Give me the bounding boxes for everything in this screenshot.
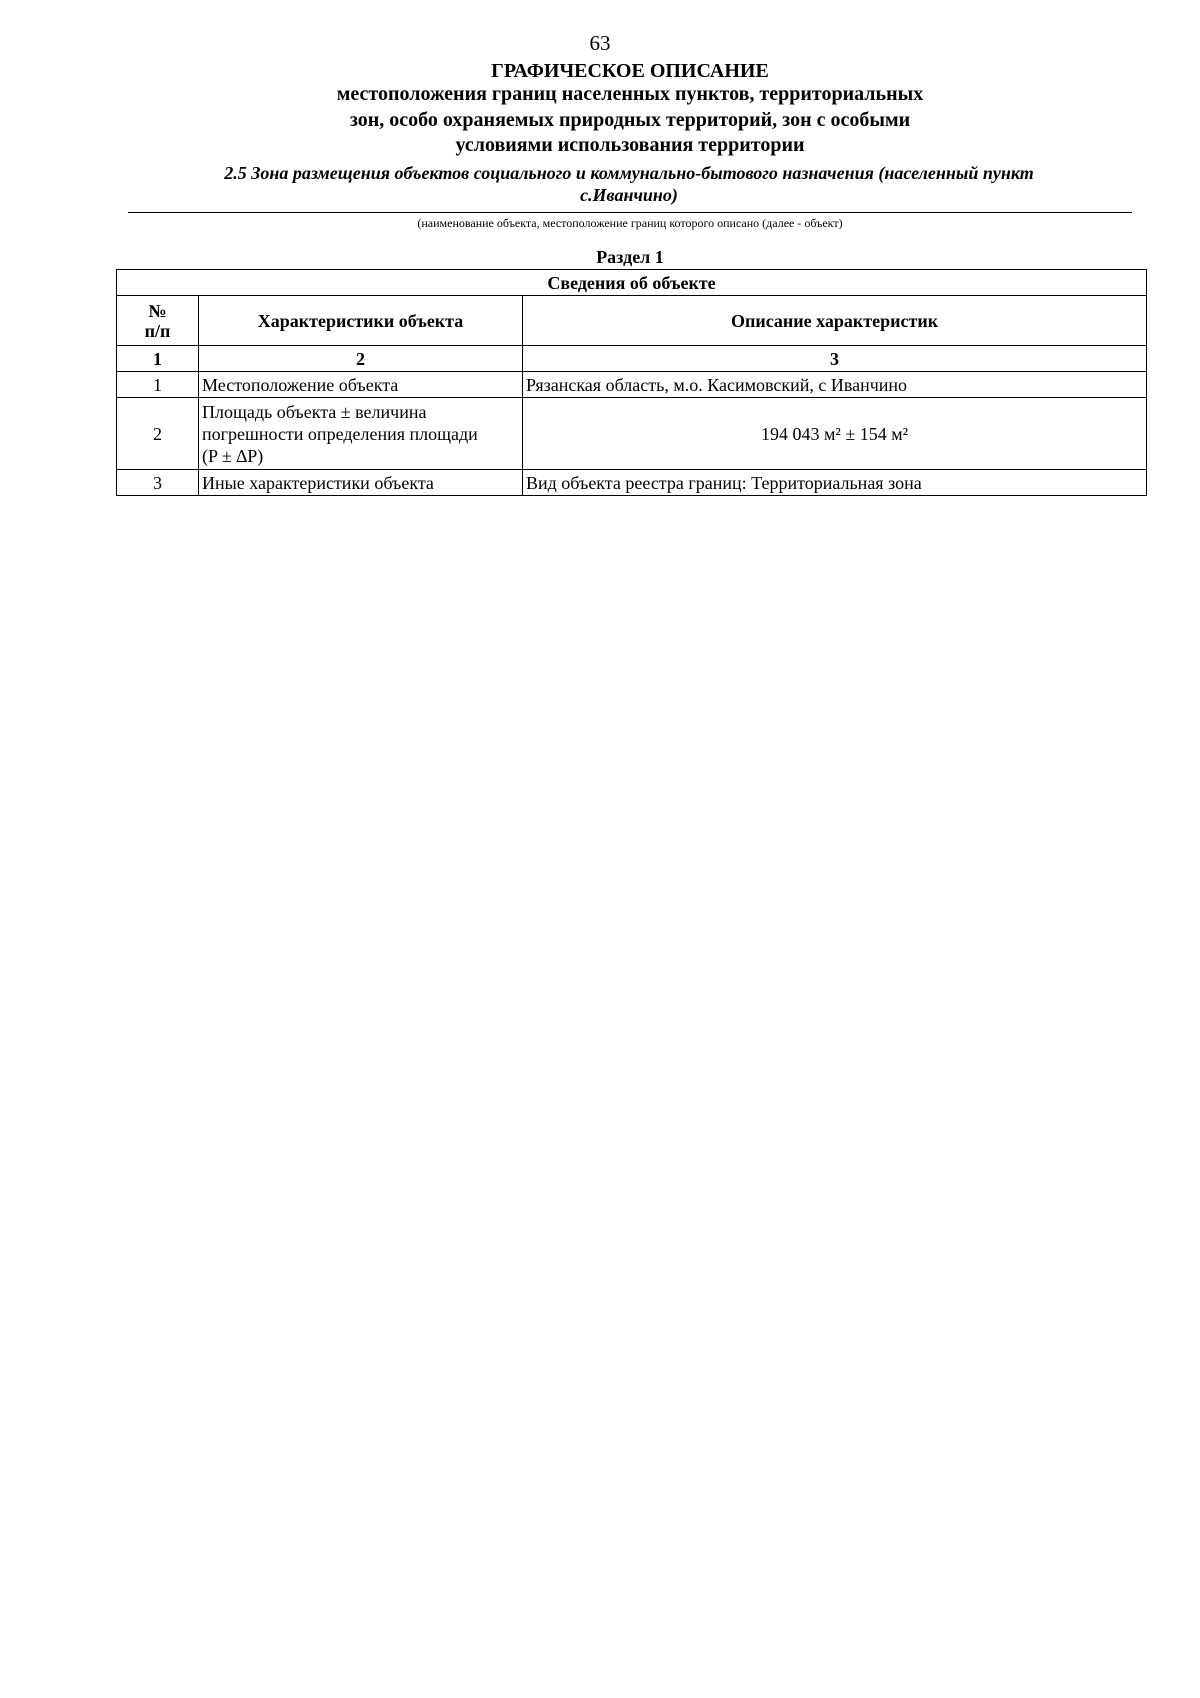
row-characteristic [199, 398, 523, 470]
object-name-caption: (наименование объекта, местоположение границ которого описано (далее - объект) [417, 216, 843, 230]
object-info-table [116, 269, 1147, 496]
column-header-description: Описание характеристик [523, 296, 1147, 346]
column-header-number [117, 296, 199, 346]
column-header-number-text: № п/п [144, 300, 171, 341]
subtitle-line: зон, особо охраняемых природных территорий, зон с особыми [349, 108, 911, 131]
row-characteristic: Иные характеристики объекта [199, 470, 523, 496]
subtitle-line: условиями использования территории [455, 134, 805, 156]
document-subtitle [200, 82, 1060, 159]
row-number: 3 [117, 470, 199, 496]
row-characteristic-line: Площадь объекта ± величина [202, 401, 427, 422]
subtitle-line: местоположения границ населенных пунктов, территориальных [336, 83, 924, 105]
object-name-line: 2.5 Зона размещения объектов социального и коммунально-бытового назначения (населенный пункт [224, 163, 1034, 183]
table-row [117, 470, 1147, 496]
row-characteristic-line: (P ± ∆P) [202, 445, 264, 466]
row-characteristic-line: погрешности определения площади [202, 423, 478, 444]
row-number: 2 [117, 398, 199, 470]
row-number: 1 [117, 372, 199, 398]
table-row [117, 398, 1147, 470]
object-name [128, 162, 1130, 206]
table-title: Сведения об объекте [117, 270, 1147, 296]
row-characteristic: Местоположение объекта [199, 372, 523, 398]
column-header-characteristic: Характеристики объекта [199, 296, 523, 346]
section-title: Раздел 1 [596, 247, 664, 267]
row-description: Вид объекта реестра границ: Территориальная зона [523, 470, 1147, 496]
object-name-line: с.Иванчино) [580, 185, 678, 205]
document-title: ГРАФИЧЕСКОЕ ОПИСАНИЕ [491, 60, 769, 82]
table-row [117, 372, 1147, 398]
object-name-underline [128, 212, 1132, 213]
row-description: Рязанская область, м.о. Касимовский, с Иванчино [523, 372, 1147, 398]
column-number-1: 1 [117, 346, 199, 372]
column-number-3: 3 [523, 346, 1147, 372]
page-number: 63 [589, 31, 611, 55]
column-number-2: 2 [199, 346, 523, 372]
row-description: 194 043 м² ± 154 м² [523, 398, 1147, 470]
